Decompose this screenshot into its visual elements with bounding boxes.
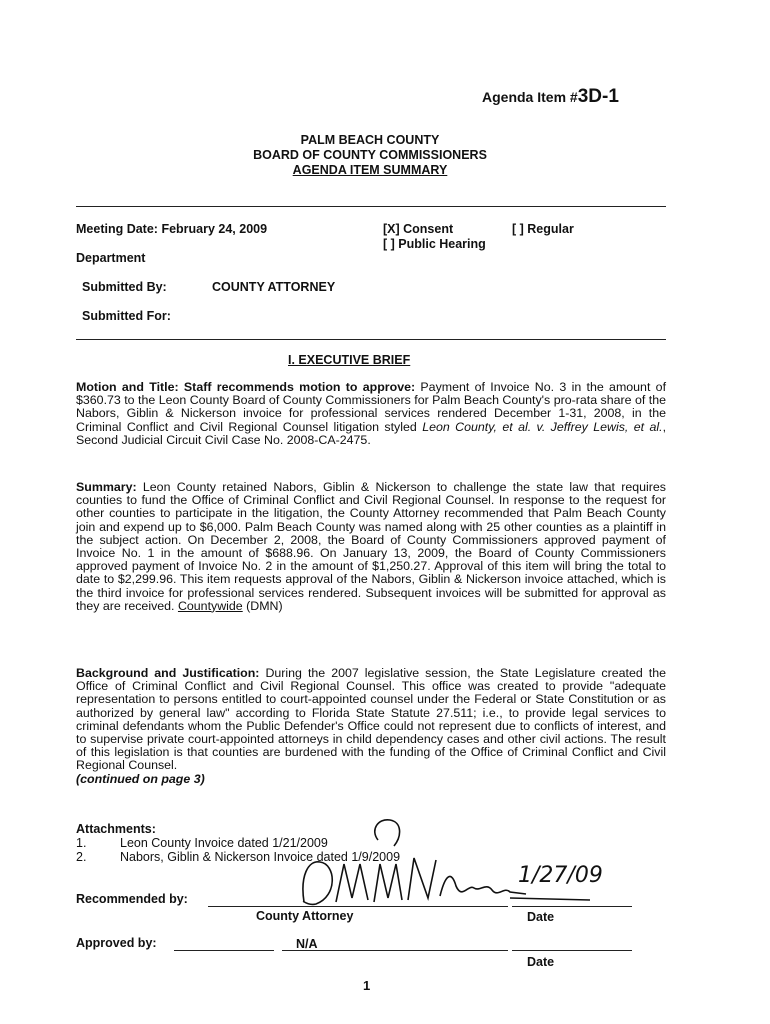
consent-checkbox: [X] Consent (383, 222, 454, 236)
public-hearing-checkbox: [ ] Public Hearing (383, 237, 486, 251)
recommended-by-label: Recommended by: (76, 892, 188, 906)
county-attorney-label: County Attorney (256, 909, 354, 923)
countywide-label: Countywide (177, 598, 243, 613)
submitted-for-label: Submitted For: (82, 309, 171, 323)
county-name: PALM BEACH COUNTY (300, 133, 440, 147)
motion-text: Payment of Invoice No. 3 in the amount of $360.73 to the Leon County Board of County Commissioners for Palm Beach County's pro-rata share of the Nabors, Giblin & Nickerson invoice for professional services rendered December 1-31, 2008, in the Criminal Conflict and Civil Regional Counsel litigation styled (76, 380, 667, 434)
agenda-item-number: 3D-1 (577, 86, 619, 107)
handwritten-signature (290, 812, 650, 908)
continued-note: (continued on page 3) (76, 771, 205, 786)
approved-date-line (512, 950, 632, 951)
motion-paragraph (76, 381, 666, 447)
background-paragraph (76, 667, 666, 786)
meeting-date-label: Meeting Date: (76, 222, 158, 236)
attachments-label: Attachments: (76, 822, 156, 836)
handwritten-date: 1/27/09 (518, 863, 603, 888)
document-header (0, 133, 740, 178)
approved-signature-line-left (174, 950, 274, 951)
submitted-by-label: Submitted By: (82, 280, 167, 294)
date-label-2: Date (527, 955, 555, 969)
background-label: Background and Justification: (76, 666, 260, 680)
case-style: Leon County, et al. v. Jeffrey Lewis, et al. (422, 419, 663, 434)
motion-label: Motion and Title: (76, 380, 179, 394)
page-number: 1 (363, 978, 371, 993)
motion-lead: Staff recommends motion to approve: (183, 380, 416, 394)
background-text: During the 2007 legislative session, the State Legislature created the Office of Criminal Conflict and Civil Regional Counsel. This office was created to provide "adequate representation to persons entitled to court-appointed counsel under the Federal or State Constitution or as authorized by general law" according to Florida State Statute 27.511; i.e., to provide legal services to criminal defendants whom the Public Defender's Office could not represent due to conflicts of interest, and to supervise private court-appointed attorneys in child dependency cases and other civil actions. The result of this legislation is that counties are burdened with the funding of the Office of Criminal Conflict and Civil Regional Counsel. (76, 666, 666, 773)
attachment-number: 1. (76, 836, 87, 850)
summary-title: AGENDA ITEM SUMMARY (292, 163, 448, 177)
summary-text: Leon County retained Nabors, Giblin & Nickerson to challenge the state law that requires counties to fund the Office of Criminal Conflict and Civil Regional Counsel. In response to the request for other counties to participate in the litigation, the County Attorney recommended that Palm Beach County join and expend up to $6,000. Palm Beach County was named along with 25 other counties as a plaintiff in the subject action. On December 2, 2008, the Board of County Commissioners approved payment of Invoice No. 1 in the amount of $688.96. On January 13, 2009, the Board of County Commissioners approved payment of Invoice No. 2 in the amount of $1,250.27. Approval of this item will bring the total to date to $2,299.96. This item requests approval of the Nabors, Giblin & Nickerson invoice attached, which is the third invoice for professional services rendered. Subsequent invoices will be submitted for approval as they are received. (76, 480, 666, 613)
attachment-text: Leon County Invoice dated 1/21/2009 (120, 836, 328, 850)
motion-text-end: , Second Judicial Circuit Civil Case No. 2008-CA-2475. (76, 419, 667, 447)
meeting-date (76, 222, 267, 236)
regular-checkbox: [ ] Regular (512, 222, 574, 236)
section-title: I. EXECUTIVE BRIEF (288, 353, 411, 367)
header-divider (76, 206, 666, 207)
summary-label: Summary: (76, 480, 137, 494)
attachment-number: 2. (76, 850, 87, 864)
approved-value: N/A (296, 937, 318, 951)
section-divider (76, 339, 666, 340)
approved-by-label: Approved by: (76, 936, 157, 950)
board-name: BOARD OF COUNTY COMMISSIONERS (253, 148, 487, 162)
attachment-text: Nabors, Giblin & Nickerson Invoice dated 1/9/2009 (120, 850, 401, 864)
department-label: Department (76, 251, 146, 265)
agenda-item-label: Agenda Item # (482, 89, 578, 105)
date-label: Date (527, 910, 555, 924)
meeting-date-value: February 24, 2009 (161, 222, 268, 236)
submitted-by-value: COUNTY ATTORNEY (212, 280, 336, 294)
agenda-item (482, 86, 619, 108)
summary-paragraph (76, 481, 666, 613)
summary-tail: (DMN) (242, 598, 283, 613)
